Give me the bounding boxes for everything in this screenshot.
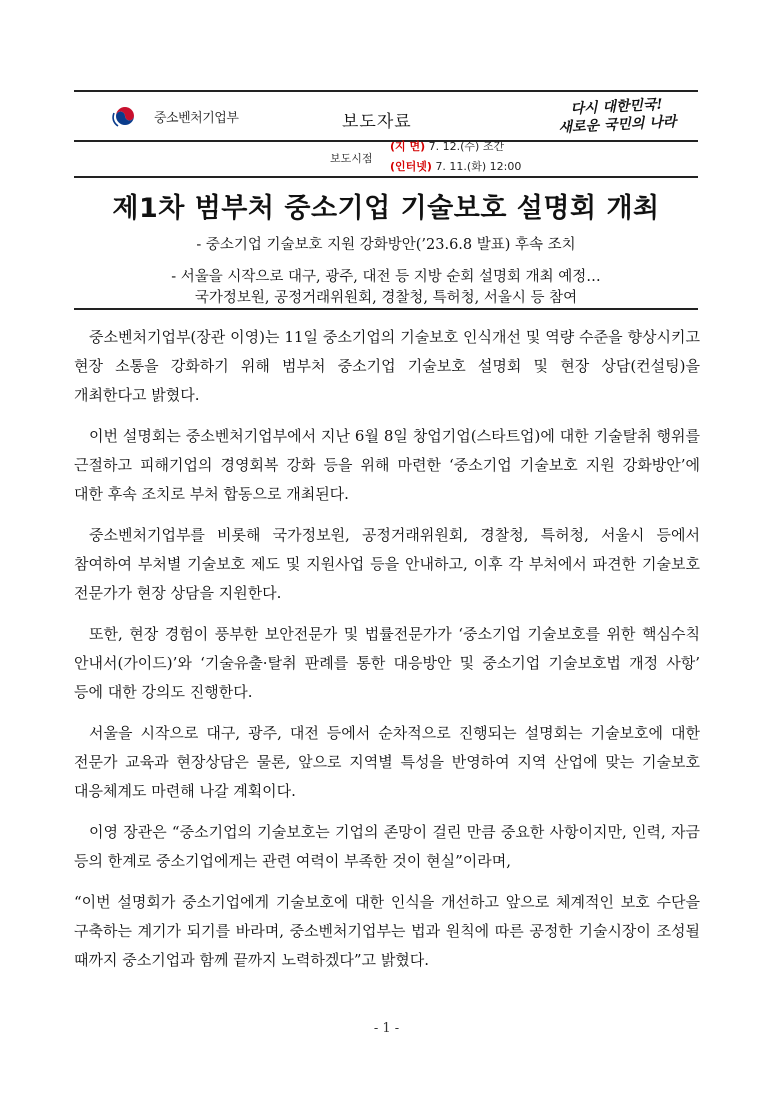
article-body (74, 323, 700, 987)
slogan (541, 94, 693, 138)
paragraph-6: 이영 장관은 “중소기업의 기술보호는 기업의 존망이 걸린 만큼 중요한 사항이지만, 인력, 자금 등의 한계로 중소기업에게는 관련 여력이 부족한 것이 현실”이라며, (74, 823, 700, 870)
page-number: - 1 - (373, 1021, 400, 1036)
paragraph-5: 서울을 시작으로 대구, 광주, 대전 등에서 순차적으로 진행되는 설명회는 기술보호에 대한 전문가 교육과 현장상담은 물론, 앞으로 지역별 특성을 반영하여 지역 산업에 맞는 기술보호 대응체계도 마련해 나갈 계획이다. (74, 724, 700, 800)
embargo-print-time: 7. 12.(수) 조간 (428, 140, 505, 153)
embargo-print-row (390, 138, 504, 154)
doc-type-label: 보도자료 (342, 112, 412, 132)
paragraph-4: 또한, 현장 경험이 풍부한 보안전문가 및 법률전문가가 ‘중소기업 기술보호를 위한 핵심수칙 안내서(가이드)’와 ‘기술유출·탈취 판례를 통한 대응방안 및 중소기업 기술보호법 개정 사항’ 등에 대한 강의도 진행한다. (74, 625, 700, 701)
embargo-web-tag: (인터넷) (390, 160, 432, 173)
subtitle-3: 국가정보원, 공정거래위원회, 경찰청, 특허청, 서울시 등 참여 (194, 290, 578, 306)
title-box (74, 176, 698, 310)
slogan-line-1: 다시 대한민국! (570, 96, 663, 118)
subtitle-1: - 중소기업 기술보호 지원 강화방안(’23.6.8 발표) 후속 조치 (196, 237, 576, 253)
paragraph-1: 중소벤처기업부(장관 이영)는 11일 중소기업의 기술보호 인식개선 및 역량 수준을 향상시키고 현장 소통을 강화하기 위해 범부처 중소기업 기술보호 설명회 및 현장 상담(컨설팅)을 개최한다고 밝혔다. (74, 328, 700, 404)
paragraph-2: 이번 설명회는 중소벤처기업부에서 지난 6월 8일 창업기업(스타트업)에 대한 기술탈취 행위를 근절하고 피해기업의 경영회복 강화 등을 위해 마련한 ‘중소기업 기술보호 지원 강화방안’에 대한 후속 조치로 부처 합동으로 개최된다. (74, 427, 700, 503)
ministry-name: 중소벤처기업부 (154, 111, 239, 126)
slogan-line-2: 새로운 국민의 나라 (558, 113, 677, 137)
embargo-print-tag: (지 면) (390, 140, 426, 153)
embargo-label: 보도시점 (330, 152, 373, 165)
paragraph-7: “이번 설명회가 중소기업에게 기술보호에 대한 인식을 개선하고 앞으로 체계적인 보호 수단을 구축하는 계기가 되기를 바라며, 중소벤처기업부는 법과 원칙에 따른 공정한 기술시장이 조성될 때까지 중소기업과 함께 끝까지 노력하겠다”고 밝혔다. (74, 893, 700, 969)
page-title: 제1차 범부처 중소기업 기술보호 설명회 개최 (112, 193, 660, 224)
subtitle-2: - 서울을 시작으로 대구, 광주, 대전 등 지방 순회 설명회 개최 예정… (171, 269, 601, 285)
taegeuk-logo-icon (108, 101, 148, 131)
embargo-web-row (390, 158, 521, 174)
embargo-web-time: 7. 11.(화) 12:00 (435, 160, 522, 173)
press-release-header (74, 90, 698, 142)
paragraph-3: 중소벤처기업부를 비롯해 국가정보원, 공정거래위원회, 경찰청, 특허청, 서울시 등에서 참여하여 부처별 기술보호 제도 및 지원사업 등을 안내하고, 이후 각 부처에서 파견한 기술보호 전문가가 현장 상담을 지원한다. (74, 526, 700, 602)
